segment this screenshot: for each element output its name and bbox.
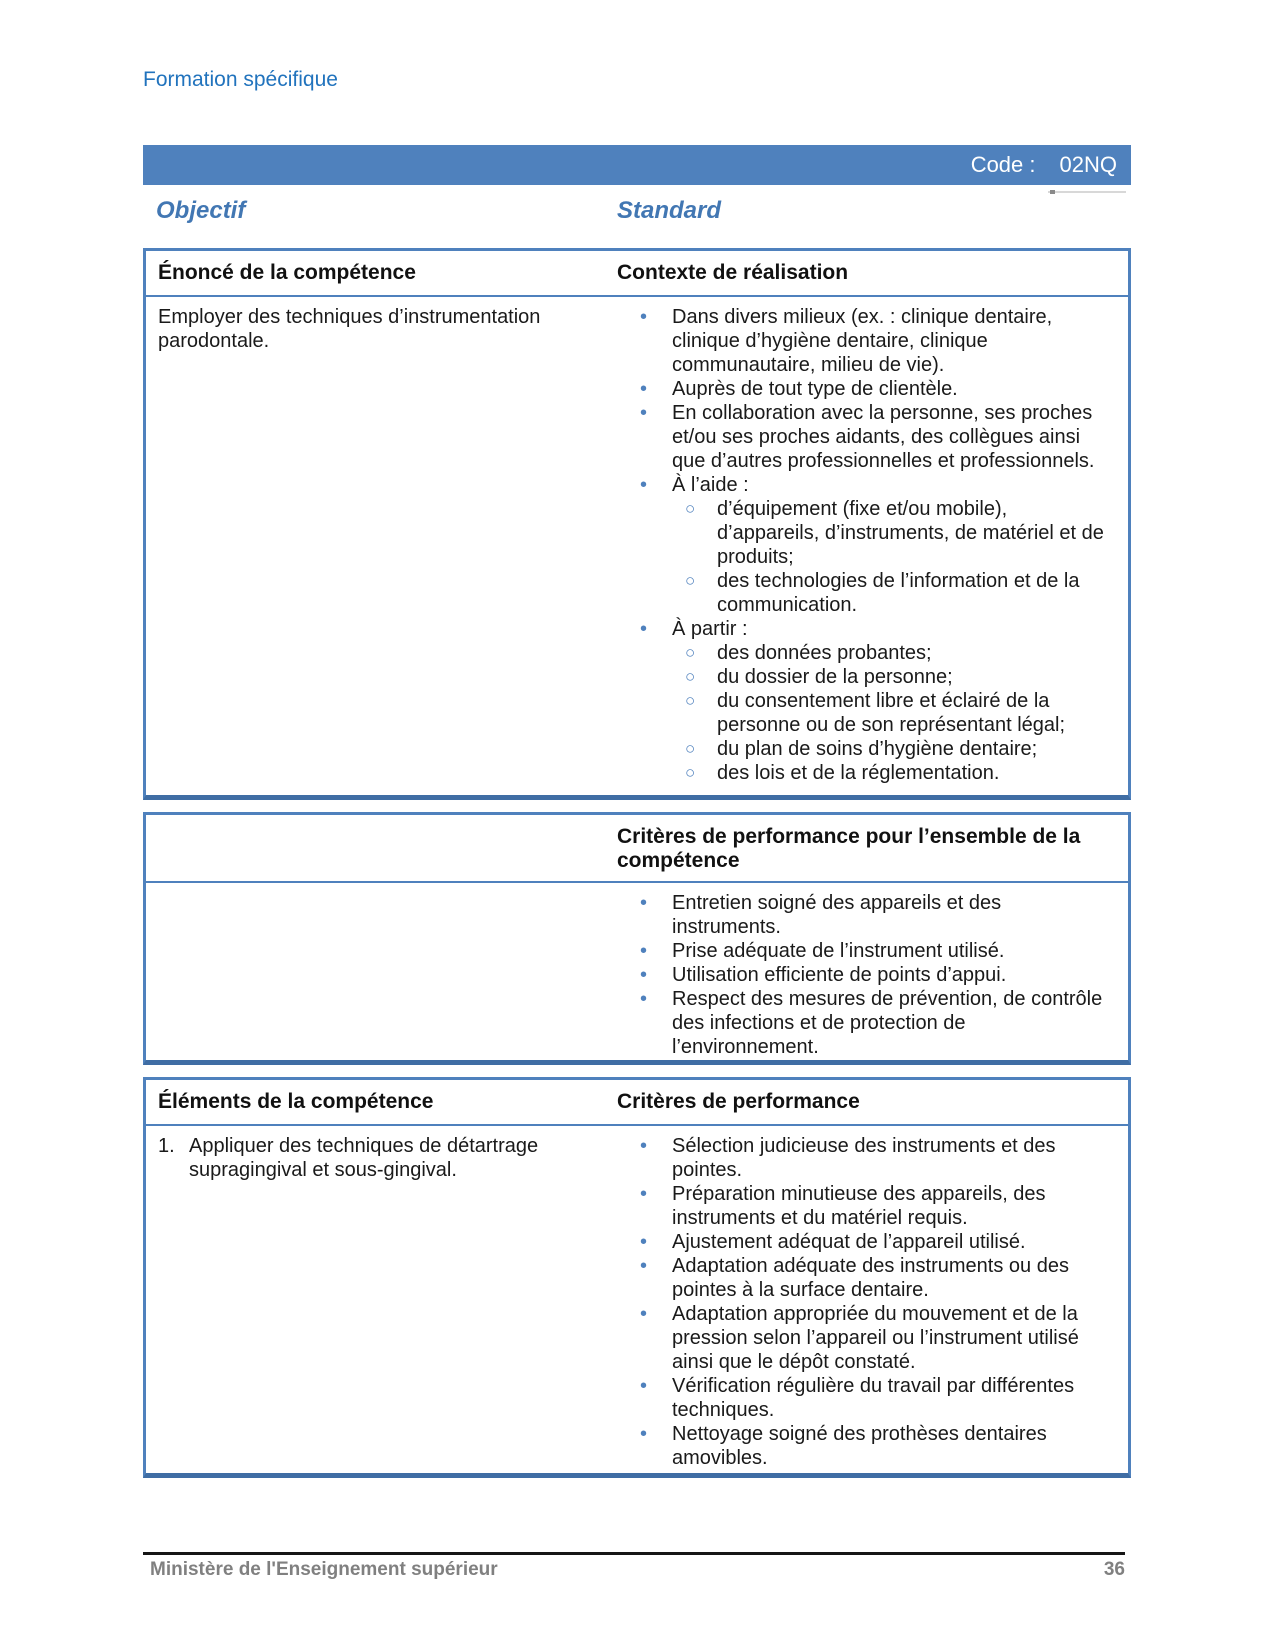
- sub-bullet-text: des lois et de la réglementation.: [717, 762, 1000, 784]
- bullet-icon: •: [640, 474, 648, 496]
- circle-bullet-icon: ○: [685, 691, 696, 710]
- bullet-item: [617, 891, 1112, 939]
- bullet-item: [617, 473, 1112, 497]
- elements-cell: [146, 1126, 600, 1470]
- statement-table: [143, 248, 1131, 800]
- bullet-item: [617, 939, 1112, 963]
- bullet-item: [617, 1302, 1112, 1374]
- bullet-icon: •: [640, 1303, 648, 1325]
- header-cell-elements: Éléments de la compétence: [158, 1090, 434, 1113]
- bullet-item: [617, 963, 1112, 987]
- bullet-item: [617, 1182, 1112, 1230]
- stray-dot-mark: [1050, 190, 1055, 194]
- bullet-item: [617, 1422, 1112, 1470]
- footer-rule: [143, 1552, 1125, 1555]
- bullet-item: [617, 617, 1112, 641]
- performance-criteria-list: [617, 1134, 1112, 1470]
- bullet-text: Utilisation efficiente de points d’appui.: [672, 964, 1007, 986]
- sub-bullet-text: du plan de soins d’hygiène dentaire;: [717, 738, 1038, 760]
- sub-bullet-item: [617, 641, 1112, 665]
- heading-standard: Standard: [617, 197, 722, 224]
- bullet-icon: •: [640, 1255, 648, 1277]
- competency-statement: Employer des techniques d’instrumentation parodontale.: [158, 306, 541, 352]
- circle-bullet-icon: ○: [685, 499, 696, 518]
- bullet-text: À l’aide :: [672, 474, 749, 496]
- elements-table-header-row: [146, 1080, 1128, 1126]
- bullet-text: Dans divers milieux (ex. : clinique dentaire, clinique d’hygiène dentaire, clinique communautaire, milieu de vie).: [672, 306, 1053, 376]
- circle-bullet-icon: ○: [685, 667, 696, 686]
- sub-bullet-item: [617, 569, 1112, 617]
- overall-criteria-header-row: [146, 815, 1128, 883]
- sub-bullet-text: des technologies de l’information et de la communication.: [717, 570, 1080, 616]
- bullet-icon: •: [640, 618, 648, 640]
- bullet-text: À partir :: [672, 618, 748, 640]
- sub-bullet-item: [617, 665, 1112, 689]
- bullet-icon: •: [640, 940, 648, 962]
- circle-bullet-icon: ○: [685, 643, 696, 662]
- elements-table-body-row: [146, 1126, 1128, 1470]
- statement-table-header-row: [146, 251, 1128, 297]
- bullet-text: Auprès de tout type de clientèle.: [672, 378, 958, 400]
- bullet-item: [617, 377, 1112, 401]
- sub-bullet-text: du dossier de la personne;: [717, 666, 953, 688]
- sub-bullet-item: [617, 689, 1112, 737]
- element-number: 1.: [158, 1135, 175, 1157]
- bullet-item: [617, 401, 1112, 473]
- element-item: [158, 1134, 586, 1182]
- overall-criteria-list: [617, 891, 1112, 1059]
- code-bar: [143, 145, 1131, 185]
- bullet-text: Entretien soigné des appareils et des instruments.: [672, 892, 1002, 938]
- bullet-item: [617, 1254, 1112, 1302]
- statement-table-body-row: [146, 297, 1128, 785]
- element-text: Appliquer des techniques de détartrage supragingival et sous-gingival.: [189, 1135, 539, 1181]
- circle-bullet-icon: ○: [685, 571, 696, 590]
- sub-bullet-item: [617, 737, 1112, 761]
- bullet-item: [617, 305, 1112, 377]
- bullet-text: En collaboration avec la personne, ses proches et/ou ses proches aidants, des collègues ainsi que d’autres professionnelles et professionnels.: [672, 402, 1095, 472]
- bullet-icon: •: [640, 402, 648, 424]
- circle-bullet-icon: ○: [685, 763, 696, 782]
- sub-bullet-text: des données probantes;: [717, 642, 932, 664]
- bullet-text: Prise adéquate de l’instrument utilisé.: [672, 940, 1005, 962]
- bullet-icon: •: [640, 964, 648, 986]
- sub-bullet-text: du consentement libre et éclairé de la personne ou de son représentant légal;: [717, 690, 1066, 736]
- bullet-text: Respect des mesures de prévention, de contrôle des infections et de protection de l’environnement.: [672, 988, 1103, 1058]
- bullet-text: Préparation minutieuse des appareils, des instruments et du matériel requis.: [672, 1183, 1046, 1229]
- bullet-icon: •: [640, 306, 648, 328]
- header-cell-empty: [146, 815, 600, 881]
- bullet-text: Adaptation adéquate des instruments ou des pointes à la surface dentaire.: [672, 1255, 1069, 1301]
- header-cell-criteres: Critères de performance: [617, 1090, 860, 1113]
- code-value: 02NQ: [1059, 152, 1117, 177]
- bullet-icon: •: [640, 1135, 648, 1157]
- bullet-text: Nettoyage soigné des prothèses dentaires amovibles.: [672, 1423, 1047, 1469]
- bullet-icon: •: [640, 378, 648, 400]
- bullet-item: [617, 1134, 1112, 1182]
- bullet-item: [617, 987, 1112, 1059]
- header-cell-criteres-ensemble: Critères de performance pour l’ensemble de la compétence: [617, 825, 1081, 872]
- bullet-icon: •: [640, 1231, 648, 1253]
- sub-bullet-item: [617, 497, 1112, 569]
- stray-underline-mark: [1048, 191, 1126, 193]
- context-list: [617, 305, 1112, 785]
- header-cell-contexte: Contexte de réalisation: [617, 261, 849, 284]
- footer-page-number: 36: [1103, 1559, 1125, 1580]
- context-cell: [600, 297, 1128, 785]
- sub-bullet-item: [617, 761, 1112, 785]
- code-label: Code :: [970, 152, 1036, 177]
- performance-criteria-cell: [600, 1126, 1128, 1470]
- bullet-text: Adaptation appropriée du mouvement et de la pression selon l’appareil ou l’instrument utilisé ainsi que le dépôt constaté.: [672, 1303, 1079, 1373]
- bullet-icon: •: [640, 1423, 648, 1445]
- elements-table: [143, 1077, 1131, 1478]
- bullet-icon: •: [640, 892, 648, 914]
- bullet-item: [617, 1374, 1112, 1422]
- header-cell-enonce: Énoncé de la compétence: [158, 261, 416, 284]
- sub-bullet-text: d’équipement (fixe et/ou mobile), d’appareils, d’instruments, de matériel et de produits;: [717, 498, 1104, 568]
- overall-criteria-cell: [600, 883, 1128, 1059]
- bullet-item: [617, 1230, 1112, 1254]
- bullet-icon: •: [640, 1375, 648, 1397]
- section-label: Formation spécifique: [143, 68, 338, 91]
- heading-objectif: Objectif: [156, 197, 246, 224]
- bullet-text: Sélection judicieuse des instruments et des pointes.: [672, 1135, 1056, 1181]
- bullet-icon: •: [640, 1183, 648, 1205]
- circle-bullet-icon: ○: [685, 739, 696, 758]
- overall-criteria-body-row: [146, 883, 1128, 1059]
- elements-list: [158, 1134, 586, 1182]
- bullet-text: Ajustement adéquat de l’appareil utilisé.: [672, 1231, 1026, 1253]
- footer-ministry: Ministère de l'Enseignement supérieur: [150, 1559, 498, 1580]
- overall-criteria-table: [143, 812, 1131, 1065]
- bullet-text: Vérification régulière du travail par différentes techniques.: [672, 1375, 1075, 1421]
- bullet-icon: •: [640, 988, 648, 1010]
- empty-cell: [146, 883, 600, 1059]
